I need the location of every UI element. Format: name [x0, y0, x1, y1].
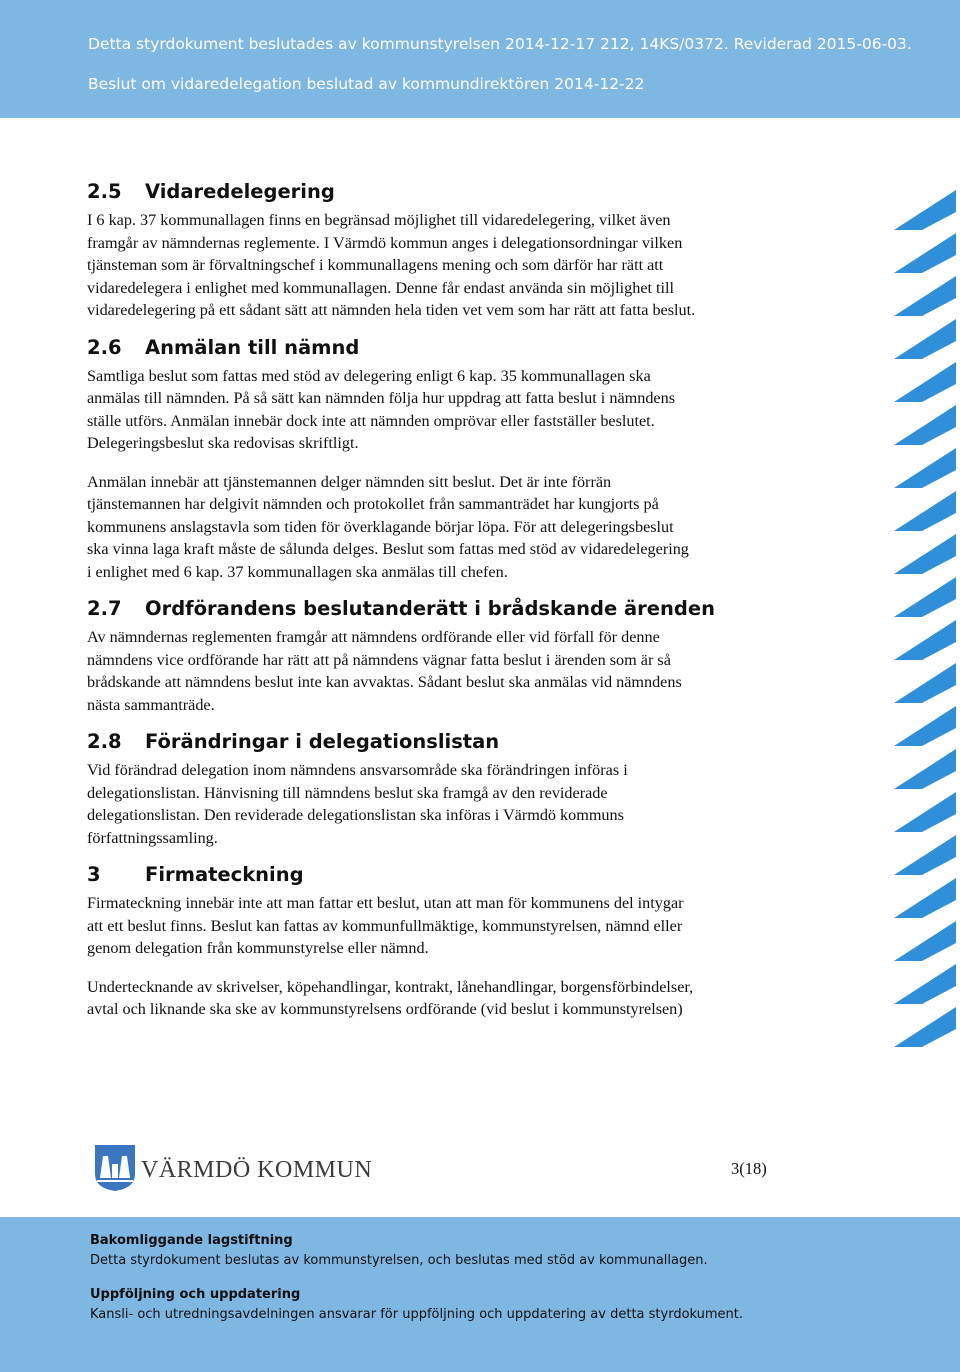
- header-banner: [0, 0, 960, 118]
- section: [87, 597, 787, 716]
- logo-wordmark: VÄRMDÖ KOMMUN: [141, 1157, 373, 1183]
- stripe-shape: [894, 233, 956, 273]
- paragraph: [87, 976, 787, 1021]
- text-line: ställe utförs. Anmälan innebär dock inte att nämnden omprövar eller fastställer beslutet.: [87, 411, 655, 430]
- section-heading: [87, 597, 787, 620]
- text-line: tjänsteman som är förvaltningschef i kommunallagens mening och som därför har rätt att: [87, 256, 664, 274]
- stripe-shape: [894, 835, 956, 875]
- paragraph: [87, 759, 787, 849]
- text-line: i enlighet med 6 kap. 37 kommunallagen ska anmälas till chefen.: [87, 562, 508, 581]
- text-line: brådskande att nämndens beslut inte kan avvaktas. Sådant beslut ska anmälas vid nämndens: [87, 673, 682, 691]
- page-number: 3(18): [731, 1159, 767, 1178]
- section-number: 2.8: [87, 730, 122, 753]
- text-line: nämndens vice ordförande har rätt att på nämndens vägnar fatta beslut i ärenden som är så: [87, 650, 671, 669]
- section-heading: [87, 863, 787, 886]
- stripe-shape: [894, 749, 956, 789]
- footer-banner: [0, 1217, 960, 1372]
- paragraph: [87, 209, 787, 322]
- document-body: [87, 180, 787, 1035]
- section: [87, 863, 787, 1021]
- decorative-stripes: [894, 190, 956, 1050]
- header-delegation-line: Beslut om vidaredelegation beslutad av kommundirektören 2014-12-22: [88, 75, 645, 93]
- stripe-shape: [894, 577, 956, 617]
- followup-heading: Uppföljning och uppdatering: [90, 1287, 301, 1302]
- stripe-shape: [894, 663, 956, 703]
- section-heading: [87, 336, 787, 359]
- legislation-heading: Bakomliggande lagstiftning: [90, 1233, 293, 1248]
- stripe-shape: [894, 448, 956, 488]
- text-line: avtal och liknande ska ske av kommunstyrelsens ordförande (vid beslut i kommunstyrelsen): [87, 1000, 683, 1018]
- stripe-shape: [894, 276, 956, 316]
- section-number: 2.7: [87, 597, 122, 620]
- stripe-shape: [894, 534, 956, 574]
- section-title: Vidaredelegering: [145, 180, 335, 203]
- text-line: Samtliga beslut som fattas med stöd av delegering enligt 6 kap. 35 kommunallagen ska: [87, 366, 651, 385]
- text-line: vidaredelegering på ett sådant sätt att nämnden hela tiden vet vem som har rätt att fatta beslut.: [87, 301, 696, 319]
- text-line: författningssamling.: [87, 828, 218, 847]
- text-line: Undertecknande av skrivelser, köpehandlingar, kontrakt, lånehandlingar, borgensförbindelser,: [87, 977, 694, 996]
- text-line: Vid förändrad delegation inom nämndens ansvarsområde ska förändringen införas i: [87, 761, 628, 779]
- section-number: 2.6: [87, 335, 122, 359]
- stripe-shape: [894, 190, 956, 230]
- stripe-shape: [894, 491, 956, 531]
- text-line: I 6 kap. 37 kommunallagen finns en begränsad möjlighet till vidaredelegering, vilket även: [87, 211, 671, 229]
- section: [87, 730, 787, 849]
- section-heading: [87, 180, 787, 203]
- text-line: Av nämndernas reglementen framgår att nämndens ordförande eller vid förfall för denne: [87, 628, 660, 646]
- section-number: 2.5: [87, 180, 122, 203]
- stripe-shape: [894, 405, 956, 445]
- text-line: kommunens anslagstavla som tiden för överklagande börjar löpa. För att delegeringsbeslut: [87, 517, 674, 536]
- section-title: Anmälan till nämnd: [145, 335, 360, 359]
- stripe-shape: [894, 964, 956, 1004]
- paragraph: [87, 626, 787, 716]
- section-title: Ordförandens beslutanderätt i brådskande ärenden: [145, 597, 715, 620]
- text-line: vidaredelegera i enlighet med kommunallagen. Denne får endast använda sin möjlighet till: [87, 278, 675, 297]
- header-decision-line: Detta styrdokument beslutades av kommunstyrelsen 2014-12-17 212, 14KS/0372. Reviderad 2015-06-03.: [88, 35, 912, 53]
- paragraph: [87, 892, 787, 960]
- text-line: delegationslistan. Den reviderade delegationslistan ska införas i Värmdö kommuns: [87, 806, 624, 824]
- text-line: delegationslistan. Hänvisning till nämndens beslut ska framgå av den reviderade: [87, 783, 608, 802]
- stripe-shape: [894, 1007, 956, 1047]
- stripe-shape: [894, 319, 956, 359]
- section: [87, 336, 787, 584]
- text-line: anmälas till nämnden. På så sätt kan nämnden följa hur uppdrag att fatta beslut i nämndens: [87, 389, 675, 407]
- stripe-shape: [894, 792, 956, 832]
- text-line: framgår av nämndernas reglemente. I Värmdö kommun anges i delegationsordningar vilken: [87, 233, 683, 252]
- stripe-shape: [894, 706, 956, 746]
- paragraph: [87, 365, 787, 455]
- legislation-text: Detta styrdokument beslutas av kommunstyrelsen, och beslutas med stöd av kommunallagen.: [90, 1253, 708, 1268]
- stripe-shape: [894, 921, 956, 961]
- text-line: ska vinna laga kraft måste de sålunda delges. Beslut som fattas med stöd av vidaredelegering: [87, 540, 689, 558]
- text-line: Anmälan innebär att tjänstemannen delger nämnden sitt beslut. Det är inte förrän: [87, 472, 612, 491]
- section-title: Firmateckning: [145, 863, 304, 886]
- stripe-shape: [894, 362, 956, 402]
- varmdo-logo-icon: [94, 1144, 136, 1192]
- paragraph: [87, 471, 787, 584]
- text-line: att ett beslut finns. Beslut kan fattas av kommunfullmäktige, kommunstyrelsen, nämnd eller: [87, 916, 683, 935]
- text-line: genom delegation från kommunstyrelse eller nämnd.: [87, 939, 429, 957]
- stripe-shape: [894, 878, 956, 918]
- section-heading: [87, 730, 787, 753]
- text-line: Firmateckning innebär inte att man fattar ett beslut, utan att man för kommunens del intygar: [87, 894, 684, 912]
- section-title: Förändringar i delegationslistan: [145, 730, 500, 753]
- text-line: tjänstemannen har delgivit nämnden och protokollet från sammanträdet har kungjorts på: [87, 495, 659, 513]
- section: [87, 180, 787, 322]
- text-line: Delegeringsbeslut ska redovisas skriftligt.: [87, 434, 359, 452]
- stripe-shape: [894, 620, 956, 660]
- followup-text: Kansli- och utredningsavdelningen ansvarar för uppföljning och uppdatering av detta styrdokument.: [90, 1307, 744, 1322]
- text-line: nästa sammanträde.: [87, 695, 215, 714]
- section-number: 3: [87, 863, 101, 886]
